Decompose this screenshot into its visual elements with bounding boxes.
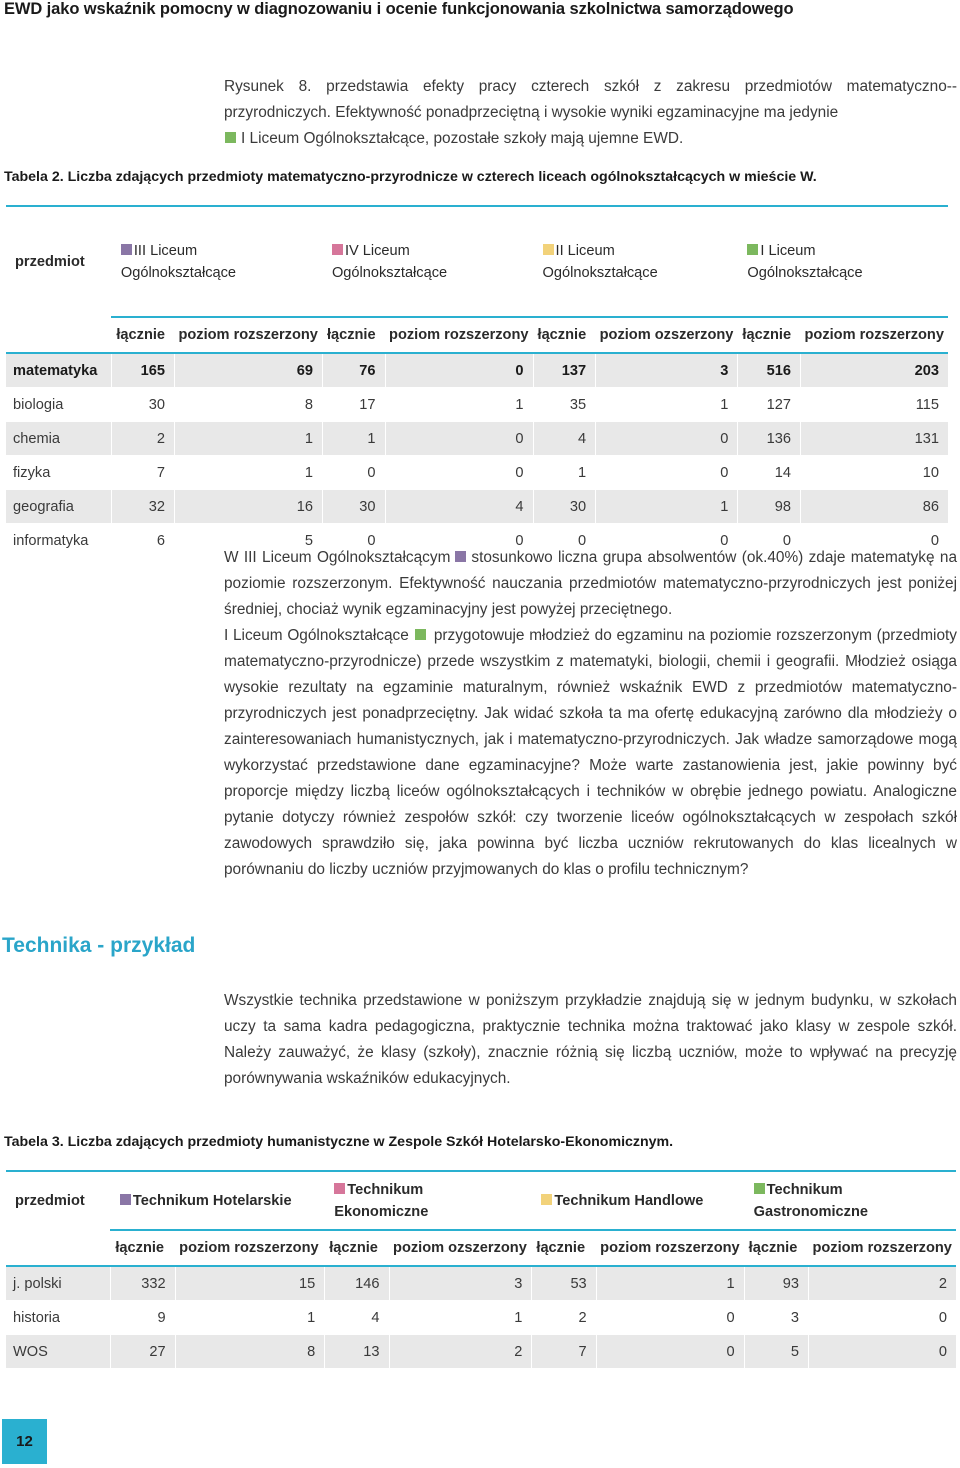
table-cell: 332	[111, 1266, 175, 1301]
table-cell: 4	[533, 422, 596, 456]
table-cell: 4	[385, 490, 533, 524]
col-header-total: łącznie	[744, 1230, 808, 1266]
table-row	[6, 1335, 956, 1369]
row-subject: chemia	[6, 422, 112, 456]
technika-paragraph: Wszystkie technika przedstawione w poniższym przykładzie znajdują się w jednym budynku, w szkołach uczy ta sama kadra pedagogiczna, praktycznie technika można traktować jako klasy w zespole szkół. Należy zauważyć, że klasy (szkoły), znacznie różnią się liczbą uczniów, może to wpływać na precyzję porównywania wskaźników edukacyjnych.	[224, 992, 957, 1087]
yellow-square-icon	[541, 1194, 552, 1205]
intro-text: Rysunek 8. przedstawia efekty pracy czterech szkół z zakresu przedmiotów matematyczno--przyrodniczych. Efektywność ponadprzeciętną i wysokie wyniki egzaminacyjne ma jedynie	[224, 78, 957, 121]
sub-header-row	[6, 317, 948, 353]
table-cell: 0	[533, 524, 596, 558]
table-cell: 0	[596, 1335, 744, 1369]
table-cell: 0	[322, 456, 385, 490]
purple-square-icon	[455, 551, 466, 562]
green-square-icon	[225, 132, 236, 143]
table-cell: 0	[385, 422, 533, 456]
table-cell: 165	[112, 353, 175, 388]
row-subject: informatyka	[6, 524, 112, 558]
row-subject: WOS	[6, 1335, 111, 1369]
table3-caption-text: Liczba zdających przedmioty humanistyczne w Zespole Szkół Hotelarsko-Ekonomicznym.	[67, 1134, 674, 1150]
table-cell: 0	[738, 524, 801, 558]
table-row	[6, 388, 948, 422]
row-subject: geografia	[6, 490, 112, 524]
table-cell: 0	[322, 524, 385, 558]
school-header: III Liceum Ogólnokształcące	[112, 206, 323, 317]
table-cell: 17	[322, 388, 385, 422]
table-cell: 146	[325, 1266, 389, 1301]
col-header-total: łącznie	[532, 1230, 596, 1266]
col-header-total: łącznie	[112, 317, 175, 353]
table-row	[6, 1301, 956, 1335]
table-row	[6, 422, 948, 456]
sub-header-empty	[6, 1230, 111, 1266]
col-header-extended: poziom rozszerzony	[596, 1230, 744, 1266]
running-header: EWD jako wskaźnik pomocny w diagnozowaniu i ocenie funkcjonowania szkolnictwa samorządowego	[4, 0, 794, 18]
purple-square-icon	[120, 1194, 131, 1205]
table-cell: 203	[801, 353, 949, 388]
table-row	[6, 353, 948, 388]
green-square-icon	[754, 1183, 765, 1194]
intro-paragraph	[224, 74, 957, 152]
school-header: II Liceum Ogólnokształcące	[533, 206, 738, 317]
table-row	[6, 490, 948, 524]
page-number: 12	[2, 1419, 47, 1464]
school-header: Technikum Hotelarskie	[111, 1171, 325, 1230]
row-subject: j. polski	[6, 1266, 111, 1301]
table-cell: 3	[596, 353, 738, 388]
table-row	[6, 1266, 956, 1301]
row-subject: biologia	[6, 388, 112, 422]
table-cell: 1	[596, 388, 738, 422]
table-cell: 1	[174, 456, 322, 490]
table-cell: 1	[174, 422, 322, 456]
table-cell: 35	[533, 388, 596, 422]
sub-header-row	[6, 1230, 956, 1266]
table-cell: 27	[111, 1335, 175, 1369]
col-header-extended: poziom rozszerzony	[808, 1230, 956, 1266]
col-header-extended: poziom rozszerzony	[801, 317, 949, 353]
table-cell: 115	[801, 388, 949, 422]
table-cell: 9	[111, 1301, 175, 1335]
table-cell: 14	[738, 456, 801, 490]
table2-caption-lead: Tabela 2.	[4, 169, 64, 185]
green-square-icon	[747, 244, 758, 255]
table-cell: 131	[801, 422, 949, 456]
table-cell: 53	[532, 1266, 596, 1301]
table-cell: 1	[533, 456, 596, 490]
table-cell: 0	[385, 353, 533, 388]
table-cell: 5	[174, 524, 322, 558]
row-subject: historia	[6, 1301, 111, 1335]
school-header: IV Liceum Ogólnokształcące	[322, 206, 533, 317]
table-cell: 7	[532, 1335, 596, 1369]
table-cell: 0	[385, 456, 533, 490]
col-header-extended: poziom rozszerzony	[385, 317, 533, 353]
col-header-total: łącznie	[111, 1230, 175, 1266]
yellow-square-icon	[543, 244, 554, 255]
table3-caption-lead: Tabela 3.	[4, 1134, 64, 1150]
table-cell: 7	[112, 456, 175, 490]
table-cell: 1	[175, 1301, 325, 1335]
table-cell: 93	[744, 1266, 808, 1301]
table-cell: 0	[596, 422, 738, 456]
table-cell: 16	[174, 490, 322, 524]
school-header: Technikum Ekonomiczne	[325, 1171, 532, 1230]
table-cell: 0	[596, 456, 738, 490]
table-cell: 1	[596, 490, 738, 524]
school-header: I Liceum Ogólnokształcące	[738, 206, 948, 317]
sub-header-empty	[6, 317, 112, 353]
table-cell: 3	[744, 1301, 808, 1335]
p2-start: I Liceum Ogólnokształcące	[224, 627, 409, 644]
col-header-total: łącznie	[738, 317, 801, 353]
table-cell: 5	[744, 1335, 808, 1369]
table-cell: 1	[385, 388, 533, 422]
p2-rest: przygotowuje młodzież do egzaminu na poziomie rozszerzonym (przedmioty matematyczno-przyrodnicze) przede wszystkim z matematyki, biologii, chemii i geografii. Młodzież osiąga wysokie rezultaty na egzaminie maturalnym, również wskaźnik EWD z przedmiotów matematyczno-przyrodniczych jest ponadprzeciętny. Jak widać szkoła ta ma ofertę edukacyjną zarówno dla młodzieży o zainteresowaniach humanistycznych, jak i matematyczno-przyrodniczych. Jak władze samorządowe mogą wykorzystać przedstawione dane egzaminacyjne? Może warte zastanowienia jest, jakie powinny być proporcje między liczbą liceów ogólnokształcących i techników w obrębie jednego powiatu. Analogiczne pytanie dotyczy również zespołów szkół: czy tworzenie liceów ogólnokształcących w zespołach szkół zawodowych sprawdziło się, jaka powinna być liczba uczniów rekrutowanych do klas licealnych w porównaniu do liczby uczniów przyjmowanych do klas o profilu technicznym?	[224, 627, 957, 878]
col-header-total: łącznie	[533, 317, 596, 353]
section-heading: Technika - przykład	[2, 934, 196, 957]
row-subject: fizyka	[6, 456, 112, 490]
table-cell: 30	[533, 490, 596, 524]
table-cell: 30	[112, 388, 175, 422]
table-cell: 13	[325, 1335, 389, 1369]
p1-start: W III Liceum Ogólnokształcącym	[224, 549, 451, 566]
subject-header: przedmiot	[6, 1171, 111, 1230]
col-header-extended: poziom rozszerzony	[175, 1230, 325, 1266]
table-cell: 8	[174, 388, 322, 422]
green-square-icon	[415, 629, 426, 640]
row-subject: matematyka	[6, 353, 112, 388]
table-cell: 127	[738, 388, 801, 422]
pink-square-icon	[332, 244, 343, 255]
col-header-extended: poziom ozszerzony	[596, 317, 738, 353]
table-cell: 8	[175, 1335, 325, 1369]
table-cell: 1	[322, 422, 385, 456]
table-cell: 76	[322, 353, 385, 388]
table-cell: 0	[596, 1301, 744, 1335]
pink-square-icon	[334, 1183, 345, 1194]
table-cell: 69	[174, 353, 322, 388]
table-cell: 0	[385, 524, 533, 558]
purple-square-icon	[121, 244, 132, 255]
col-header-extended: poziom rozszerzony	[174, 317, 322, 353]
intro-text-end: I Liceum Ogólnokształcące, pozostałe szkoły mają ujemne EWD.	[241, 130, 684, 147]
table2-caption	[4, 169, 817, 185]
analysis-paragraph	[224, 545, 957, 883]
table-cell: 136	[738, 422, 801, 456]
table-cell: 15	[175, 1266, 325, 1301]
col-header-total: łącznie	[325, 1230, 389, 1266]
table-cell: 32	[112, 490, 175, 524]
subject-header: przedmiot	[6, 206, 112, 317]
table-3	[6, 1170, 956, 1369]
table-cell: 2	[532, 1301, 596, 1335]
table-cell: 86	[801, 490, 949, 524]
table-cell: 0	[596, 524, 738, 558]
table-cell: 2	[389, 1335, 532, 1369]
school-header: Technikum Handlowe	[532, 1171, 744, 1230]
table-cell: 137	[533, 353, 596, 388]
table-row	[6, 456, 948, 490]
table-cell: 2	[112, 422, 175, 456]
school-header: Technikum Gastronomiczne	[744, 1171, 956, 1230]
table-cell: 6	[112, 524, 175, 558]
table-cell: 10	[801, 456, 949, 490]
table-cell: 3	[389, 1266, 532, 1301]
col-header-total: łącznie	[322, 317, 385, 353]
table-2	[6, 205, 948, 558]
table-cell: 0	[808, 1335, 956, 1369]
table-cell: 98	[738, 490, 801, 524]
table-cell: 2	[808, 1266, 956, 1301]
table-cell: 0	[808, 1301, 956, 1335]
table2-caption-text: Liczba zdających przedmioty matematyczno-przyrodnicze w czterech liceach ogólnokształcących w mieście W.	[67, 169, 817, 185]
table-cell: 4	[325, 1301, 389, 1335]
table-cell: 30	[322, 490, 385, 524]
table-cell: 1	[596, 1266, 744, 1301]
col-header-extended: poziom ozszerzony	[389, 1230, 532, 1266]
table-cell: 0	[801, 524, 949, 558]
table-cell: 1	[389, 1301, 532, 1335]
table-cell: 516	[738, 353, 801, 388]
p1-rest: stosunkowo liczna grupa absolwentów (ok.40%) zdaje matematykę na poziomie rozszerzonym. Efektywność nauczania przedmiotów matematyczno-przyrodniczych jest poniżej średniej, chociaż wynik egzaminacyjny jest powyżej przeciętnego.	[224, 549, 958, 618]
table3-caption	[4, 1134, 673, 1150]
